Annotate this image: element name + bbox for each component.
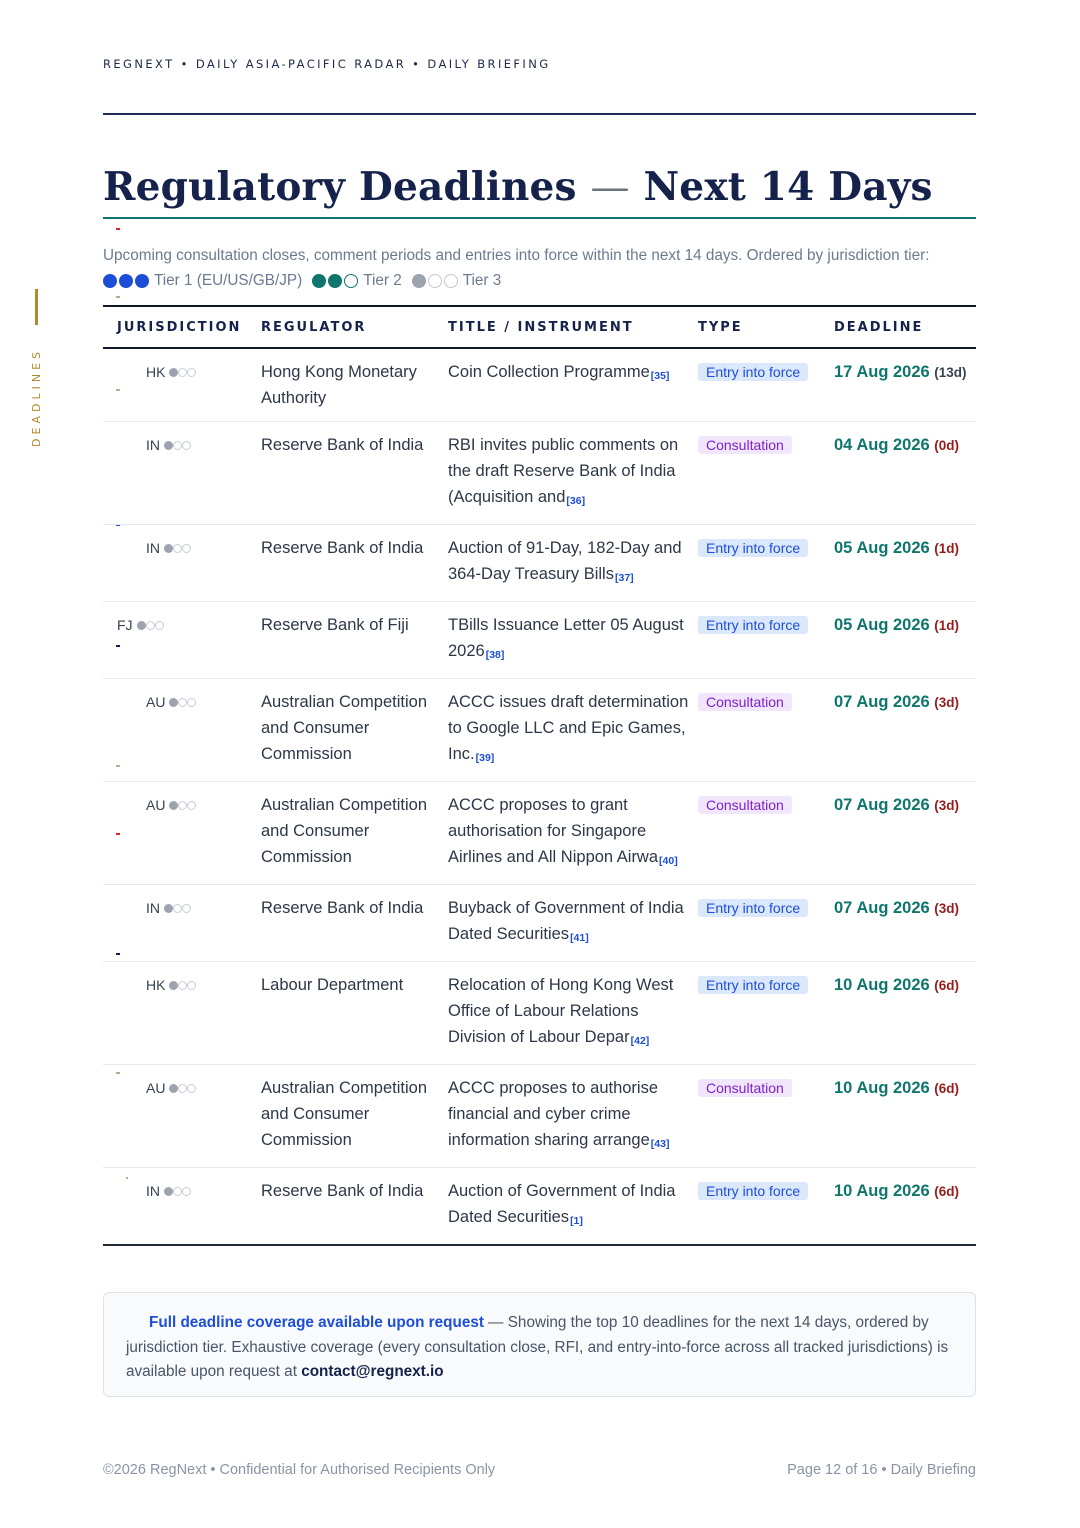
tier-indicator: [164, 441, 191, 450]
tier-indicator: [164, 904, 191, 913]
tier-dot-icon: [412, 274, 426, 288]
jurisdiction-label: AU: [146, 1080, 166, 1096]
tier-indicator: [164, 1187, 191, 1196]
jurisdiction-label: AU: [146, 694, 166, 710]
deadline-date: 07 Aug 2026: [834, 693, 930, 711]
tier-dot-icon: [169, 801, 178, 810]
tier-dot-icon: [312, 274, 326, 288]
type-badge: Consultation: [698, 796, 792, 814]
cell-jurisdiction: [103, 962, 261, 1065]
days-remaining: (3d): [934, 798, 960, 813]
deadline-date: 04 Aug 2026: [834, 436, 930, 454]
coverage-note: [103, 1292, 976, 1397]
tier-dot-empty-icon: [182, 544, 191, 553]
deadline-date: 05 Aug 2026: [834, 539, 930, 557]
tier-2-label: Tier 2: [363, 272, 402, 289]
jurisdiction-code: [146, 535, 191, 561]
type-badge: Entry into force: [698, 976, 808, 994]
tier-2-legend: [312, 268, 402, 293]
type-badge: Entry into force: [698, 1182, 808, 1200]
deadline-date: 10 Aug 2026: [834, 976, 930, 994]
header-title: TITLE / INSTRUMENT: [448, 306, 698, 348]
instrument-title: ACCC proposes to authorise financial and cyber crime information sharing arrange: [448, 1079, 659, 1149]
cell-deadline: [834, 1168, 976, 1246]
intro-block: [103, 243, 983, 293]
cell-jurisdiction: [103, 525, 261, 602]
cell-title: [448, 679, 698, 782]
table-row: [103, 1065, 976, 1168]
jurisdiction-label: IN: [146, 540, 160, 556]
cell-jurisdiction: [103, 348, 261, 422]
tier-dot-icon: [103, 274, 117, 288]
deadline-date: 17 Aug 2026: [834, 363, 930, 381]
cell-jurisdiction: [103, 1065, 261, 1168]
days-remaining: (3d): [934, 901, 960, 916]
days-remaining: (1d): [934, 618, 960, 633]
cell-deadline: [834, 885, 976, 962]
tier-dot-empty-icon: [173, 904, 182, 913]
tier-indicator: [169, 1084, 196, 1093]
tier-3-legend: [412, 268, 502, 293]
cell-regulator: Australian Competition and Consumer Commission: [261, 693, 427, 763]
cell-type: [698, 885, 834, 962]
days-remaining: (3d): [934, 695, 960, 710]
table-row: [103, 885, 976, 962]
days-remaining: (6d): [934, 1184, 960, 1199]
cell-title: [448, 348, 698, 422]
cell-type: [698, 525, 834, 602]
instrument-title: TBills Issuance Letter 05 August 2026: [448, 616, 684, 660]
cell-type: [698, 422, 834, 525]
cell-jurisdiction: [103, 885, 261, 962]
tier-dot-empty-icon: [178, 368, 187, 377]
jurisdiction-code: [146, 432, 191, 458]
cell-regulator: Reserve Bank of India: [261, 436, 424, 454]
tier-dot-icon: [119, 274, 133, 288]
cell-type: [698, 602, 834, 679]
cell-regulator: Reserve Bank of India: [261, 899, 424, 917]
tier-1-legend: [103, 268, 302, 293]
reference-link[interactable]: [42]: [630, 1035, 650, 1047]
cell-deadline: [834, 1065, 976, 1168]
intro-text: Upcoming consultation closes, comment periods and entries into force within the next 14 days. Ordered by jurisdiction tier:: [103, 247, 930, 264]
tier-dot-icon: [169, 981, 178, 990]
cell-jurisdiction: [103, 782, 261, 885]
tier-dot-icon: [169, 368, 178, 377]
days-remaining: (0d): [934, 438, 960, 453]
tier-indicator: [169, 368, 196, 377]
footer-copyright: ©2026 RegNext • Confidential for Authorised Recipients Only: [103, 1462, 496, 1478]
deadline-date: 07 Aug 2026: [834, 899, 930, 917]
cell-type: [698, 782, 834, 885]
tier-dot-icon: [328, 274, 342, 288]
tier-dot-empty-icon: [178, 1084, 187, 1093]
instrument-title: Relocation of Hong Kong West Office of Labour Relations Division of Labour Depar: [448, 976, 674, 1046]
cell-title: [448, 602, 698, 679]
cell-deadline: [834, 348, 976, 422]
tier-dot-icon: [137, 621, 146, 630]
tier-1-label: Tier 1 (EU/US/GB/JP): [154, 272, 303, 289]
cell-title: [448, 885, 698, 962]
tier-dot-icon: [164, 904, 173, 913]
type-badge: Consultation: [698, 436, 792, 454]
tier-dot-empty-icon: [344, 274, 358, 288]
table-row: [103, 962, 976, 1065]
reference-link[interactable]: [43]: [650, 1138, 670, 1150]
jurisdiction-code: [117, 612, 164, 638]
instrument-title: ACCC issues draft determination to Google LLC and Epic Games, Inc.: [448, 693, 689, 763]
title-dash: —: [590, 165, 630, 210]
days-remaining: (1d): [934, 541, 960, 556]
tier-dot-icon: [169, 1084, 178, 1093]
deadline-date: 10 Aug 2026: [834, 1182, 930, 1200]
jurisdiction-label: IN: [146, 900, 160, 916]
deadline-date: 10 Aug 2026: [834, 1079, 930, 1097]
header-regulator: REGULATOR: [261, 306, 448, 348]
instrument-title: Auction of 91-Day, 182-Day and 364-Day Treasury Bills: [448, 539, 682, 583]
cell-regulator: Reserve Bank of Fiji: [261, 616, 409, 634]
cell-deadline: [834, 602, 976, 679]
page-title: [103, 164, 933, 210]
reference-link[interactable]: [40]: [659, 855, 678, 867]
cell-type: [698, 1168, 834, 1246]
jurisdiction-code: [146, 895, 191, 921]
tier-dot-empty-icon: [178, 801, 187, 810]
cell-regulator: Australian Competition and Consumer Commission: [261, 1079, 427, 1149]
type-badge: Entry into force: [698, 616, 808, 634]
tier-dot-empty-icon: [173, 544, 182, 553]
tier-dot-empty-icon: [187, 368, 196, 377]
type-badge: Entry into force: [698, 539, 808, 557]
tier-dot-empty-icon: [182, 1187, 191, 1196]
title-main: Regulatory Deadlines: [103, 164, 577, 210]
table-header-row: [103, 306, 976, 348]
title-rule: [103, 217, 976, 219]
tier-indicator: [137, 621, 164, 630]
cell-regulator: Reserve Bank of India: [261, 1182, 424, 1200]
jurisdiction-code: [146, 689, 196, 715]
reference-link[interactable]: [41]: [570, 932, 589, 944]
jurisdiction-label: AU: [146, 797, 166, 813]
days-remaining: (6d): [934, 978, 960, 993]
jurisdiction-label: HK: [146, 364, 166, 380]
days-remaining: (13d): [934, 365, 967, 380]
instrument-title: Auction of Government of India Dated Securities: [448, 1182, 676, 1226]
cell-title: [448, 525, 698, 602]
tier-legend: [103, 268, 983, 293]
reference-link[interactable]: [1]: [570, 1215, 583, 1227]
cell-regulator: Reserve Bank of India: [261, 539, 424, 557]
cell-jurisdiction: [103, 422, 261, 525]
type-badge: Entry into force: [698, 363, 808, 381]
reference-link[interactable]: [38]: [485, 649, 505, 661]
tier-dot-empty-icon: [155, 621, 164, 630]
table-row: [103, 422, 976, 525]
header-jurisdiction: JURISDICTION: [103, 306, 261, 348]
tier-dot-empty-icon: [187, 1084, 196, 1093]
tier-indicator: [169, 698, 196, 707]
deadline-date: 05 Aug 2026: [834, 616, 930, 634]
title-rest: Next 14 Days: [643, 164, 933, 210]
jurisdiction-label: FJ: [117, 617, 133, 633]
jurisdiction-code: [146, 1178, 191, 1204]
tier-dot-empty-icon: [173, 1187, 182, 1196]
cell-deadline: [834, 422, 976, 525]
tier-dot-empty-icon: [444, 274, 458, 288]
cell-deadline: [834, 679, 976, 782]
cell-jurisdiction: [103, 602, 261, 679]
header-rule: [103, 113, 976, 115]
cell-regulator: Labour Department: [261, 976, 404, 994]
days-remaining: (6d): [934, 1081, 960, 1096]
instrument-title: Coin Collection Programme: [448, 363, 650, 381]
cell-deadline: [834, 525, 976, 602]
note-body: — Showing the top 10 deadlines for the next 14 days, ordered by jurisdiction tier. Exhaustive coverage (every consultation close, RFI, and entry-into-force across all tracked jurisdictions) is available upon request at: [126, 1314, 949, 1380]
cell-type: [698, 348, 834, 422]
deadline-date: 07 Aug 2026: [834, 796, 930, 814]
table-row: [103, 348, 976, 422]
tier-dot-icon: [164, 1187, 173, 1196]
tier-dot-empty-icon: [187, 698, 196, 707]
tier-dot-empty-icon: [428, 274, 442, 288]
reference-link[interactable]: [37]: [614, 572, 634, 584]
cell-jurisdiction: [103, 1168, 261, 1246]
side-section-label: DEADLINES: [30, 348, 43, 447]
jurisdiction-label: IN: [146, 1183, 160, 1199]
header-breadcrumb: REGNEXT • DAILY ASIA-PACIFIC RADAR • DAILY BRIEFING: [103, 57, 551, 71]
instrument-title: ACCC proposes to grant authorisation for Singapore Airlines and All Nippon Airwa: [448, 796, 659, 866]
instrument-title: RBI invites public comments on the draft Reserve Bank of India (Acquisition and: [448, 436, 679, 506]
reference-link[interactable]: [35]: [650, 370, 670, 382]
tier-dot-empty-icon: [178, 698, 187, 707]
decor-tick: [116, 296, 120, 298]
jurisdiction-code: [146, 359, 196, 385]
note-lead: Full deadline coverage available upon request: [149, 1314, 484, 1331]
decor-tick: [116, 228, 120, 230]
jurisdiction-code: [146, 792, 196, 818]
tier-dot-empty-icon: [146, 621, 155, 630]
tier-dot-empty-icon: [178, 981, 187, 990]
jurisdiction-code: [146, 972, 196, 998]
jurisdiction-label: HK: [146, 977, 166, 993]
tier-dot-empty-icon: [187, 801, 196, 810]
contact-email-link[interactable]: contact@regnext.io: [301, 1363, 444, 1380]
tier-indicator: [169, 981, 196, 990]
table-row: [103, 525, 976, 602]
tier-3-label: Tier 3: [462, 272, 502, 289]
tier-dot-icon: [169, 698, 178, 707]
type-badge: Entry into force: [698, 899, 808, 917]
cell-jurisdiction: [103, 679, 261, 782]
cell-type: [698, 962, 834, 1065]
tier-dot-empty-icon: [173, 441, 182, 450]
cell-title: [448, 1065, 698, 1168]
header-type: TYPE: [698, 306, 834, 348]
reference-link[interactable]: [36]: [566, 495, 586, 507]
tier-indicator: [164, 544, 191, 553]
type-badge: Consultation: [698, 1079, 792, 1097]
cell-deadline: [834, 962, 976, 1065]
tier-dot-empty-icon: [182, 904, 191, 913]
deadlines-table: [103, 305, 976, 1246]
cell-deadline: [834, 782, 976, 885]
jurisdiction-label: IN: [146, 437, 160, 453]
table-row: [103, 1168, 976, 1246]
tier-dot-icon: [135, 274, 149, 288]
header-deadline: DEADLINE: [834, 306, 976, 348]
cell-title: [448, 422, 698, 525]
tier-indicator: [169, 801, 196, 810]
table-row: [103, 782, 976, 885]
cell-title: [448, 782, 698, 885]
side-accent-bar: [35, 289, 38, 325]
cell-regulator: Australian Competition and Consumer Commission: [261, 796, 427, 866]
tier-dot-empty-icon: [182, 441, 191, 450]
footer-page-info: Page 12 of 16 • Daily Briefing: [787, 1462, 976, 1478]
jurisdiction-code: [146, 1075, 196, 1101]
cell-type: [698, 679, 834, 782]
tier-dot-icon: [164, 441, 173, 450]
cell-title: [448, 1168, 698, 1246]
cell-regulator: Hong Kong Monetary Authority: [261, 363, 417, 407]
tier-dot-empty-icon: [187, 981, 196, 990]
cell-type: [698, 1065, 834, 1168]
reference-link[interactable]: [39]: [475, 752, 495, 764]
type-badge: Consultation: [698, 693, 792, 711]
cell-title: [448, 962, 698, 1065]
instrument-title: Buyback of Government of India Dated Securities: [448, 899, 684, 943]
table-row: [103, 602, 976, 679]
table-row: [103, 679, 976, 782]
tier-dot-icon: [164, 544, 173, 553]
